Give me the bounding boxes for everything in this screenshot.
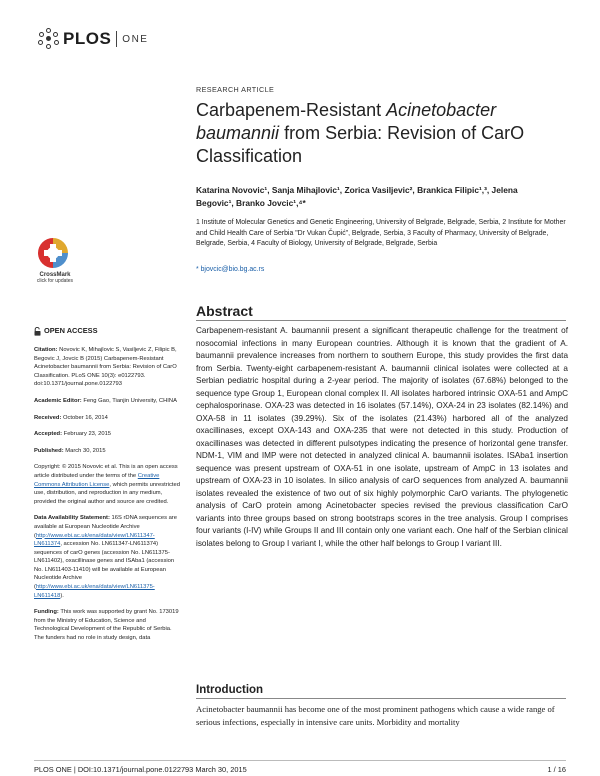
article-title: Carbapenem-Resistant Acinetobacter baumannii from Serbia: Revision of CarO Classification: [196, 100, 525, 166]
crossmark-icon[interactable]: [36, 236, 70, 272]
introduction-divider: [196, 698, 566, 699]
ena-link-1[interactable]: http://www.ebi.ac.uk/ena/data/view/LN611347-LN611374: [34, 532, 155, 548]
plos-wordmark: PLOS: [63, 29, 112, 48]
abstract-divider: [196, 320, 566, 321]
citation-block: Citation: Novovic K, Mihajlovic S, Vasiljevic Z, Filipic B, Begovic J, Jovcic B (2015) Carbapenem-Resistant Acinetobacter baumannii from Serbia: Revision of CarO Classification. PLoS ONE 10(3): e0122793. doi:10.1371/journal.pone.0122793: [34, 347, 177, 388]
abstract-heading: Abstract: [196, 303, 253, 319]
introduction-heading: Introduction: [196, 684, 264, 696]
article-info-sidebar: [34, 327, 182, 651]
plos-dots-icon: [38, 28, 60, 50]
published-date: Published: March 30, 2015: [34, 447, 106, 454]
funding-block: Funding: This work was supported by grant No. 173019 from the Ministry of Education, Science and Technological Development of the Republic of Serbia. The funders had no role in study design, data: [34, 609, 179, 642]
ena-link-2[interactable]: http://www.ebi.ac.uk/ena/data/view/LN611375-LN611418: [34, 584, 155, 599]
footer-citation: PLOS ONE | DOI:10.1371/journal.pone.0122793 March 30, 2015: [34, 765, 247, 774]
corresponding-email-link[interactable]: * bjovcic@bio.bg.ac.rs: [196, 266, 265, 273]
open-lock-icon: [34, 327, 41, 336]
crossmark-label[interactable]: CrossMark click for updates: [36, 272, 74, 284]
received-date: Received: October 16, 2014: [34, 414, 108, 421]
footer-divider: [34, 760, 566, 761]
data-availability-block: Data Availability Statement: 16S rDNA sequences are available at European Nucleotide Archive (http://www.ebi.ac.uk/ena/data/view/LN611347-LN611374, accession No. LN611347-LN611374) sequences of carO genes (accession No. LN611375-LN611402), oxacillinase genes and ISAba1 (accession No. LN611403-11410) will be available at European Nucleotide Archive (http://www.ebi.ac.uk/ena/data/view/LN611375-LN611418).: [34, 515, 177, 599]
one-wordmark: ONE: [122, 33, 149, 45]
plos-one-logo: [38, 28, 148, 50]
affiliations: 1 Institute of Molecular Genetics and Genetic Engineering, University of Belgrade, Belgrade, Serbia, 2 Institute for Mother and Child Health Care of Serbia "Dr Vukan Čupić", Belgrade, Serbia, 3 Faculty of Pharmacy, University of Belgrade, Belgrade, Serbia, 4 Faculty of Biology, University of Belgrade, Belgrade, Serbia: [196, 219, 566, 247]
accepted-date: Accepted: February 23, 2015: [34, 431, 112, 438]
introduction-text: Acinetobacter baumannii has become one of the most prominent pathogens which cause a wide range of serious infections, especially in intensive care units. Morbidity and mortality: [196, 704, 555, 727]
copyright-block: Copyright: © 2015 Novovic et al. This is an open access article distributed under the terms of the Creative Commons Attribution License, which permits unrestricted use, distribution, and reproduction in any medium, provided the original author and source are credited.: [34, 464, 180, 505]
cc-license-link[interactable]: Creative Commons Attribution License: [34, 472, 160, 488]
open-access-badge: OPEN ACCESS: [34, 327, 182, 336]
page-number: 1 / 16: [547, 765, 566, 774]
article-type: RESEARCH ARTICLE: [196, 85, 275, 94]
academic-editor: Academic Editor: Feng Gao, Tianjin University, CHINA: [34, 397, 177, 404]
author-list[interactable]: Katarina Novovic¹, Sanja Mihajlovic¹, Zorica Vasiljevic², Brankica Filipic¹,³, Jelena Begovic¹, Branko Jovcic¹,⁴*: [196, 185, 518, 208]
abstract-text: Carbapenem-resistant A. baumannii present a significant therapeutic challenge for the treatment of nosocomial infections in many European countries. Although it is known that the gradient of A. baumannii prevalence increases from northern to southern Europe, this study provides the first data from Serbia. Twenty-eight carbapenem-resistant A. baumannii clinical isolates were collected at a Serbian pediatric hospital during a 2-year period. The majority of isolates (67.68%) belonged to the sequence type Group 1, European clonal complex II. All isolates harbored intrinsic OXA-51 and AmpC cephalosporinase. OXA-23 was detected in 16 isolates (57.14%), OXA-24 in 23 isolates (82.14%) and OXA-58 in 11 isolates (39.29%). Six of the isolates (21.43%) harbored all of the analyzed oxacillinases, except OXA-143 and OXA-235 that were not detected in this study. Production of oxacillinases was detected in different pulsotypes indicating the presence of horizontal gene transfer. NDM-1, VIM and IMP were not detected in analyzed clinical A. baumannii isolates. ISAba1 insertion sequence was present upstream of OXA-51 in one isolate, upstream of AmpC in 13 isolates and upstream of OXA-23 in 10 isolates. In silico analysis of carO sequences from analyzed A. baumannii isolates revealed the existence of two out of six highly polymorphic CarO variants. The phylogenetic analysis of CarO protein among Acinetobacter species revised the previous classification CarO variants into three groups based on strong bootstraps scores in the tree analysis. Group I comprises four variants (I-IV) while Groups II and III contain only one variant each. One half of the Serbian clinical isolates belong to Group I variant I, while the other half belongs to Group I variant III.: [196, 326, 568, 548]
